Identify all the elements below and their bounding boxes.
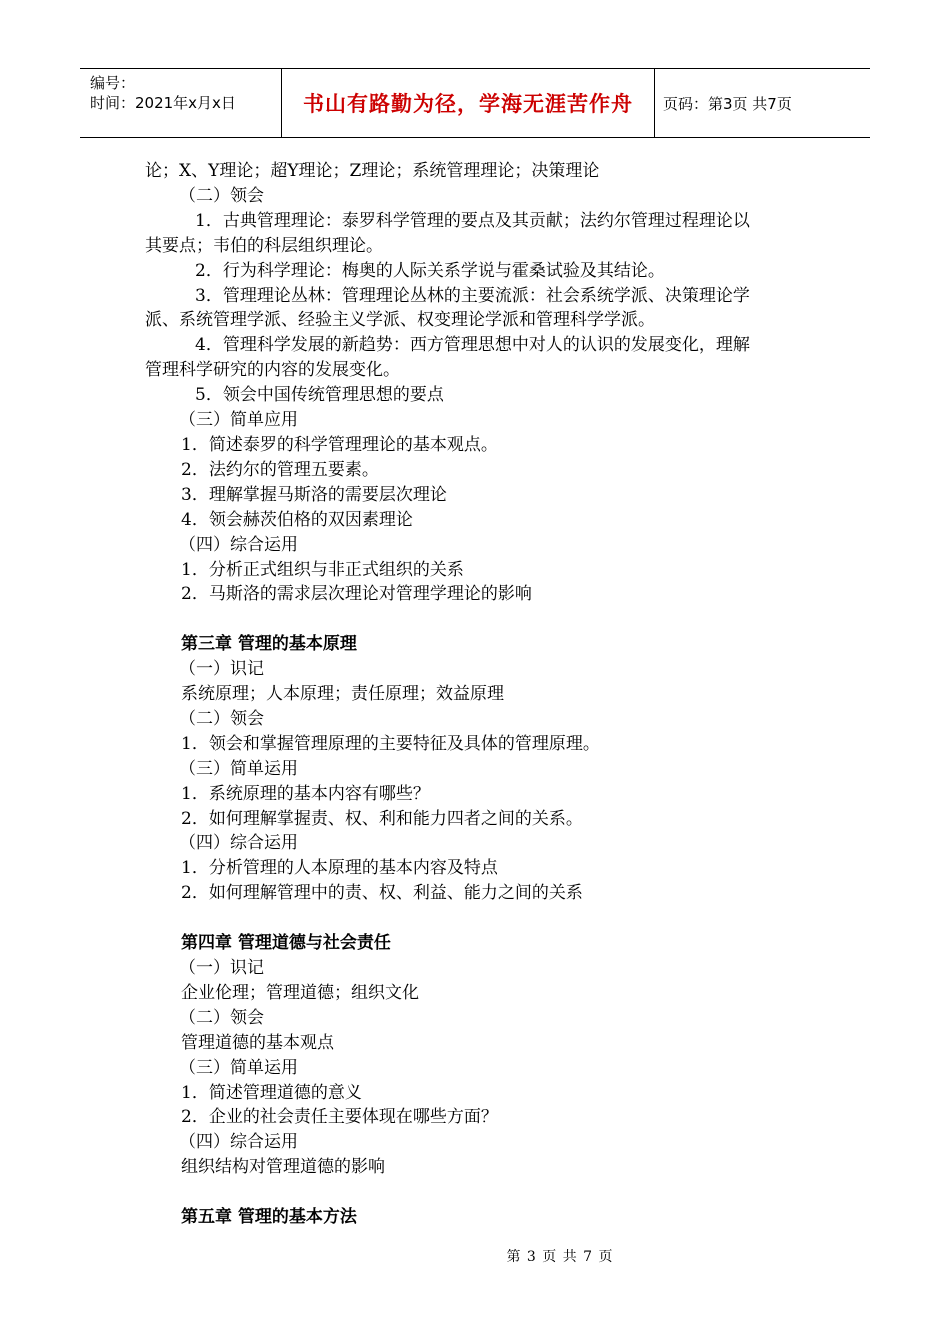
text-line: 1．分析管理的人本原理的基本内容及特点 — [181, 858, 498, 879]
text-line: （三）简单运用 — [179, 1057, 298, 1078]
header-date-label: 时间：2021年x月x日 — [90, 94, 236, 112]
text-line: （四）综合运用 — [179, 833, 298, 854]
chapter-heading: 第五章 管理的基本方法 — [181, 1207, 357, 1228]
text-line: 4．管理科学发展的新趋势：西方管理思想中对人的认识的发展变化，理解 — [195, 335, 750, 356]
text-line: 派、系统管理学派、经验主义学派、权变理论学派和管理科学学派。 — [145, 310, 655, 331]
text-line: 2．行为科学理论：梅奥的人际关系学说与霍桑试验及其结论。 — [195, 260, 665, 281]
blank-line — [145, 607, 810, 632]
text-line: 2．企业的社会责任主要体现在哪些方面？ — [181, 1107, 498, 1128]
blank-line — [145, 1180, 810, 1205]
header-number-label: 编号： — [90, 74, 136, 92]
text-line: 2．马斯洛的需求层次理论对管理学理论的影响 — [181, 584, 532, 605]
chapter-heading: 第三章 管理的基本原理 — [181, 634, 357, 655]
text-line: 1．分析正式组织与非正式组织的关系 — [181, 559, 464, 580]
text-line: （三）简单应用 — [179, 410, 298, 431]
text-line: 企业伦理；管理道德；组织文化 — [181, 982, 419, 1003]
text-line: （三）简单运用 — [179, 758, 298, 779]
text-line: 4．领会赫茨伯格的双因素理论 — [181, 509, 413, 530]
text-line: （四）综合运用 — [179, 534, 298, 555]
text-line: 1．领会和掌握管理原理的主要特征及具体的管理原理。 — [181, 733, 600, 754]
header-info-cell — [80, 69, 282, 137]
text-line: 组织结构对管理道德的影响 — [181, 1157, 385, 1178]
page-footer: 第 3 页 共 7 页 — [506, 1249, 614, 1265]
text-line: （二）领会 — [179, 1007, 264, 1028]
text-line: （二）领会 — [179, 708, 264, 729]
page-header — [80, 68, 870, 138]
text-line: 管理道德的基本观点 — [181, 1032, 334, 1053]
chapter-heading: 第四章 管理道德与社会责任 — [181, 933, 391, 954]
text-line: 5．领会中国传统管理思想的要点 — [195, 385, 444, 406]
text-line: 1．简述管理道德的意义 — [181, 1082, 362, 1103]
text-line: 2．如何理解掌握责、权、利和能力四者之间的关系。 — [181, 808, 583, 829]
header-motto: 书山有路勤为径，学海无涯苦作舟 — [282, 69, 655, 137]
text-line: 3．管理理论丛林：管理理论丛林的主要流派：社会系统学派、决策理论学 — [195, 285, 750, 306]
text-line: 1．系统原理的基本内容有哪些？ — [181, 783, 430, 804]
text-line: （四）综合运用 — [179, 1132, 298, 1153]
text-line: 2．法约尔的管理五要素。 — [181, 459, 379, 480]
text-line: （一）识记 — [179, 659, 264, 680]
text-line: （一）识记 — [179, 957, 264, 978]
text-line: 论；X、Y理论；超Y理论；Z理论；系统管理理论；决策理论 — [145, 161, 600, 181]
text-line: 其要点；韦伯的科层组织理论。 — [145, 235, 383, 256]
document-body — [145, 159, 810, 1230]
text-line: （二）领会 — [179, 185, 264, 206]
text-line: 2．如何理解管理中的责、权、利益、能力之间的关系 — [181, 883, 583, 904]
text-line: 系统原理；人本原理；责任原理；效益原理 — [181, 684, 504, 705]
text-line: 1．简述泰罗的科学管理理论的基本观点。 — [181, 434, 498, 455]
text-line: 1．古典管理理论：泰罗科学管理的要点及其贡献；法约尔管理过程理论以 — [195, 210, 750, 231]
text-line: 管理科学研究的内容的发展变化。 — [145, 360, 400, 381]
blank-line — [145, 906, 810, 931]
text-line: 3．理解掌握马斯洛的需要层次理论 — [181, 484, 447, 505]
header-page-label: 页码：第3页 共7页 — [663, 94, 792, 113]
